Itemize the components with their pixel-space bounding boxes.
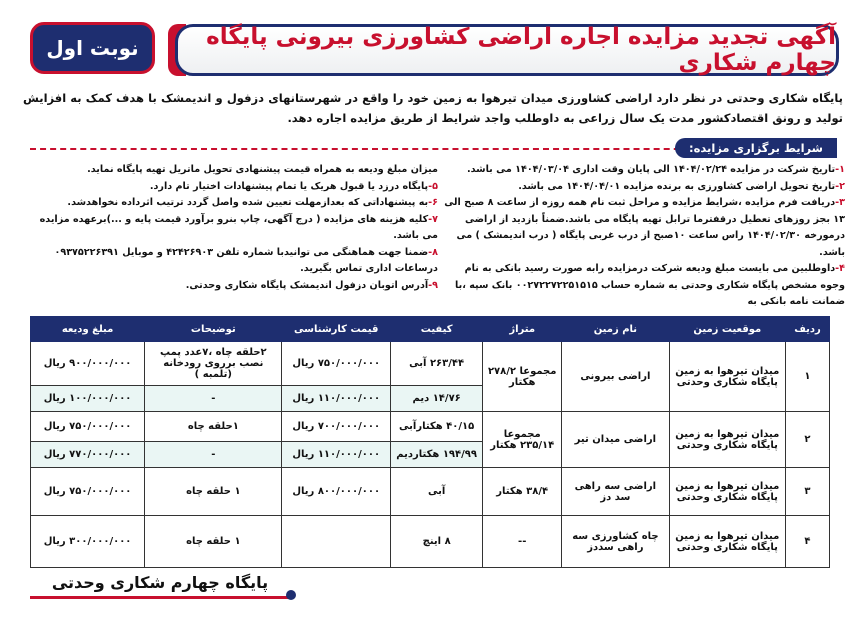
cell-row-no: ۴ [785,516,829,568]
cell-deposit: ۷۵۰/۰۰۰/۰۰۰ ریال [31,468,145,516]
cell-land-name: اراضی سه راهی سد دز [562,468,670,516]
cell-quality: آبی [390,468,482,516]
cell-location: میدان تیرهوا به زمین پایگاه شکاری وحدتی [669,516,785,568]
table-header-row [31,317,830,342]
cell-location: میدان تیرهوا به زمین پایگاه شکاری وحدتی [669,468,785,516]
cell-deposit: ۹۰۰/۰۰۰/۰۰۰ ریال [31,342,145,386]
header-notes: توضیحات [145,317,282,342]
condition-item: ۴-داوطلبین می بایست مبلغ ودیعه شرکت درمزایده رابه صورت رسید بانکی به نام وجوه مشخص پایگاه شکاری وحدتی به شماره حساب ۰۰۲۷۲۲۷۲۲۵۱۵۱۵ بانک سپه ،با ضمانت نامه بانکی به [455,263,845,307]
footer-signature: پایگاه چهارم شکاری وحدتی [30,568,290,599]
header-deposit: مبلغ ودیعه [31,317,145,342]
title-banner [175,24,839,76]
condition-item: ۶-به پیشنهاداتی که بعدازمهلت تعیین شده واصل گردد ترتیب اثرداده نخواهدشد. [67,197,438,208]
intro-paragraph: پایگاه شکاری وحدتی در نظر دارد اراضی کشاورزی میدان تیرهوا به زمین خود را واقع در شهرستانهای دزفول و اندیمشک با هدف کمک به افزایش تولید و رونق اقتصادکشور مدت یک سال زراعی به داوطلب واجد شرایط از طریق مزایده اجاره دهد. [23,91,843,125]
cell-land-name: اراضی بیرونی [562,342,670,412]
cell-price: ۷۰۰/۰۰۰/۰۰۰ ریال [282,412,391,442]
cell-quality: ۱۹۴/۹۹ هکتاردیم [390,442,482,468]
cell-notes: ۱ حلقه چاه [145,516,282,568]
cell-deposit: ۷۵۰/۰۰۰/۰۰۰ ریال [31,412,145,442]
cell-area: -- [483,516,562,568]
header-price: قیمت کارشناسی [282,317,391,342]
cell-price: ۷۵۰/۰۰۰/۰۰۰ ریال [282,342,391,386]
table-row [31,516,830,568]
table-row [31,468,830,516]
cell-area: مجموعا ۲۷۸/۲ هکتار [483,342,562,412]
cell-area: مجموعا ۲۳۵/۱۴ هکتار [483,412,562,468]
cell-quality: ۱۴/۷۶ دیم [390,386,482,412]
cell-quality: ۴۰/۱۵ هکتارآبی [390,412,482,442]
conditions-left-column [28,162,438,294]
header-land-name: نام زمین [562,317,670,342]
cell-land-name: اراضی میدان تیر [562,412,670,468]
header-location: موقعیت زمین [669,317,785,342]
round-badge [30,22,155,74]
cell-location: میدان تیرهوا به زمین پایگاه شکاری وحدتی [669,412,785,468]
footer-dot [286,590,296,600]
cell-deposit: ۷۷۰/۰۰۰/۰۰۰ ریال [31,442,145,468]
table-row [31,342,830,386]
condition-item: ۹-آدرس اتوبان دزفول اندیمشک پایگاه شکاری وحدتی. [185,279,438,291]
cell-price: ۱۱۰/۰۰۰/۰۰۰ ریال [282,386,391,412]
cell-location: میدان تیرهوا به زمین پایگاه شکاری وحدتی [669,342,785,412]
cell-price: ۸۰۰/۰۰۰/۰۰۰ ریال [282,468,391,516]
condition-item: ۲-تاریخ تحویل اراضی کشاورزی به برنده مزایده ۱۴۰۴/۰۴/۰۱ می باشد. [518,180,845,192]
cell-notes: ۲حلقه چاه ،۷عدد پمپ نصب برروی رودخانه (تلمبه ) [145,342,282,386]
condition-item: ۳-دریافت فرم مزایده ،شرایط مزایده و مراحل ثبت نام همه روزه از ساعت ۸ صبح الی ۱۳ بجز روزهای تعطیل درقفترما ترابل تهیه پایگاه می باشد.ضمناً بازدید از اراضی درمورخه ۱۴۰۴/۰۲/۳۰ راس ساعت ۱۰صبح از درب غربی پایگاه ( درب اندیمشک ) می باشد. [444,197,845,258]
header-row-no: ردیف [785,317,829,342]
cell-row-no: ۲ [785,412,829,468]
condition-item: ۵-پایگاه درزد یا قبول هریک یا تمام پیشنهادات اختیار تام دارد. [149,180,438,192]
condition-item: ۷-کلیه هزینه های مزایده ( درج آگهی، چاپ بنرو برآورد قیمت پایه و ...)برعهده مزایده می باشد. [39,213,438,241]
round-badge-label: نوبت اول [46,36,139,60]
cell-notes: - [145,442,282,468]
cell-deposit: ۱۰۰/۰۰۰/۰۰۰ ریال [31,386,145,412]
header-area: متراژ [483,317,562,342]
conditions-right-column [440,162,845,311]
cell-row-no: ۱ [785,342,829,412]
cell-area: ۳۸/۴ هکتار [483,468,562,516]
condition-item: ۸-ضمنا جهت هماهنگی می توانیدبا شماره تلفن ۴۲۴۲۶۹۰۳ و موبایل ۰۹۳۷۵۲۲۶۳۹۱ درساعات اداری تماس بگیرید. [54,246,438,274]
cell-notes: ۱ حلقه چاه [145,468,282,516]
cell-price [282,516,391,568]
cell-quality: ۸ اینچ [390,516,482,568]
cell-notes: - [145,386,282,412]
condition-item: میزان مبلغ ودیعه به همراه قیمت پیشنهادی تحویل ماتریل تهیه پایگاه نماید. [87,164,438,175]
table-row [31,412,830,442]
dashed-divider [30,148,720,150]
conditions-heading: شرایط برگزاری مزایده: [675,138,837,158]
cell-price: ۱۱۰/۰۰۰/۰۰۰ ریال [282,442,391,468]
page-title: آگهی تجدید مزایده اجاره اراضی کشاورزی بیرونی پایگاه چهارم شکاری [206,24,836,76]
land-table [30,316,830,568]
cell-land-name: چاه کشاورزی سه راهی سددز [562,516,670,568]
cell-deposit: ۳۰۰/۰۰۰/۰۰۰ ریال [31,516,145,568]
header-quality: کیفیت [390,317,482,342]
cell-notes: ۱حلقه چاه [145,412,282,442]
cell-row-no: ۳ [785,468,829,516]
condition-item: ۱-تاریخ شرکت در مزایده ۱۴۰۴/۰۲/۲۴ الی پایان وقت اداری ۱۴۰۴/۰۳/۰۴ می باشد. [466,164,845,175]
cell-quality: ۲۶۳/۴۴ آبی [390,342,482,386]
